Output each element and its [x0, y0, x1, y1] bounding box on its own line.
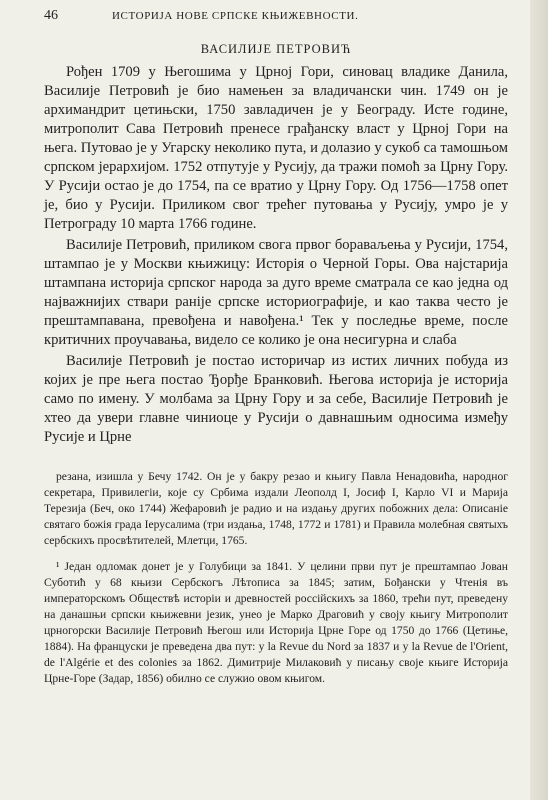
paragraph-biography: Рођен 1709 у Његошима у Црној Гори, синовац владике Данила, Василије Петровић је био намењен за владичански чин. 1749 он је архимандрит цетињски, 1750 завладичен је у Београду. Исте године, митрополит Сава Петровић пренесе грађанску власт у Црној Гори на њега. Путовао је у Угарску неколико пута, и долазио у сукоб са тамошњом српском јерархијом. 1752 отпутује у Русију, да тражи помоћ за Црну Гору. У Русији остао је до 1754, па се вратио у Црну Гору. Од 1756—1758 опет је, био у Русији. Приликом свог трећег путовања у Русију, умро је у Петрограду 10 марта 1766 године.: [44, 64, 508, 232]
page-header: [44, 8, 508, 30]
paragraph-motives: Василије Петровић је постао историчар из истих личних побуда из којих је пре њега постао Ђорђе Бранковић. Његова историја је историја само по имену. У молбама за Црну Гору и за себе, Василије Петровић је хтео да увери главне чиниоце у Русији о давнашњим односима између Русије и Црне: [44, 353, 508, 445]
section-title: ВАСИЛИЈЕ ПЕТРОВИЋ: [200, 42, 352, 56]
paragraph-history-book: Василије Петровић, приликом свога првог бораваљења у Русији, 1754, штампао је у Москви књижицу: Исторія о Черной Горы. Ова најстарија штампана историја српског народа за дуго време сматрала се као једна од најважнијих ствари ранije српске историографије, и као таква често је прештампавана, превођена и навођена.¹ Тек у последње време, после критичних проучавања, видело се колико је она несигурна и слаба: [44, 237, 508, 348]
footnote-1: ¹ Један одломак донет је у Голубици за 1841. У целини први пут је прештампао Јован Суботић у 68 књизи Сербскогъ Лѣтописа за 1845; затим, Бођански у Чтенія въ императорскомъ Обществѣ исторіи и древностей россійскихъ за 1860, трећи пут, преведену на данашњи српски књижевни језик, унео је Марко Драговић у своју књигу Митрополит црногорски Василије Петровић Његош или Историја Црне Горе од 1750 до 1766 (Цетиње, 1884). На француски је преведена два пут: у la Revue du Nord за 1837 и у la Revue de l'Orient, de l'Algérie et des colonies за 1862. Димитрије Милаковић у писању своје књиге Историја Црне-Горе (Задар, 1856) обилно се служио овом књигом.: [44, 560, 508, 685]
footnote-continuation: резана, изишла у Бечу 1742. Он је у бакру резао и књигу Павла Ненадовића, народног секретара, Привилегіи, које су Србима издали Леополд I, Јосиф I, Карло VI и Марија Терезија (Беч, око 1744) Жефаровић је радио и на издању других побожних дела: Описаніе святаго божія града Іерусалима (три издања, 1748, 1772 и 1781) и Правила молебная святыхъ сербскихъ просвѣтителей, Млетци, 1765.: [44, 470, 508, 547]
page-number: 46: [44, 8, 58, 23]
page-edge-shadow: [530, 0, 548, 800]
running-head: ИСТОРИЈА НОВЕ СРПСКЕ КЊИЖЕВНОСТИ.: [112, 10, 359, 22]
footnotes: [44, 469, 508, 687]
